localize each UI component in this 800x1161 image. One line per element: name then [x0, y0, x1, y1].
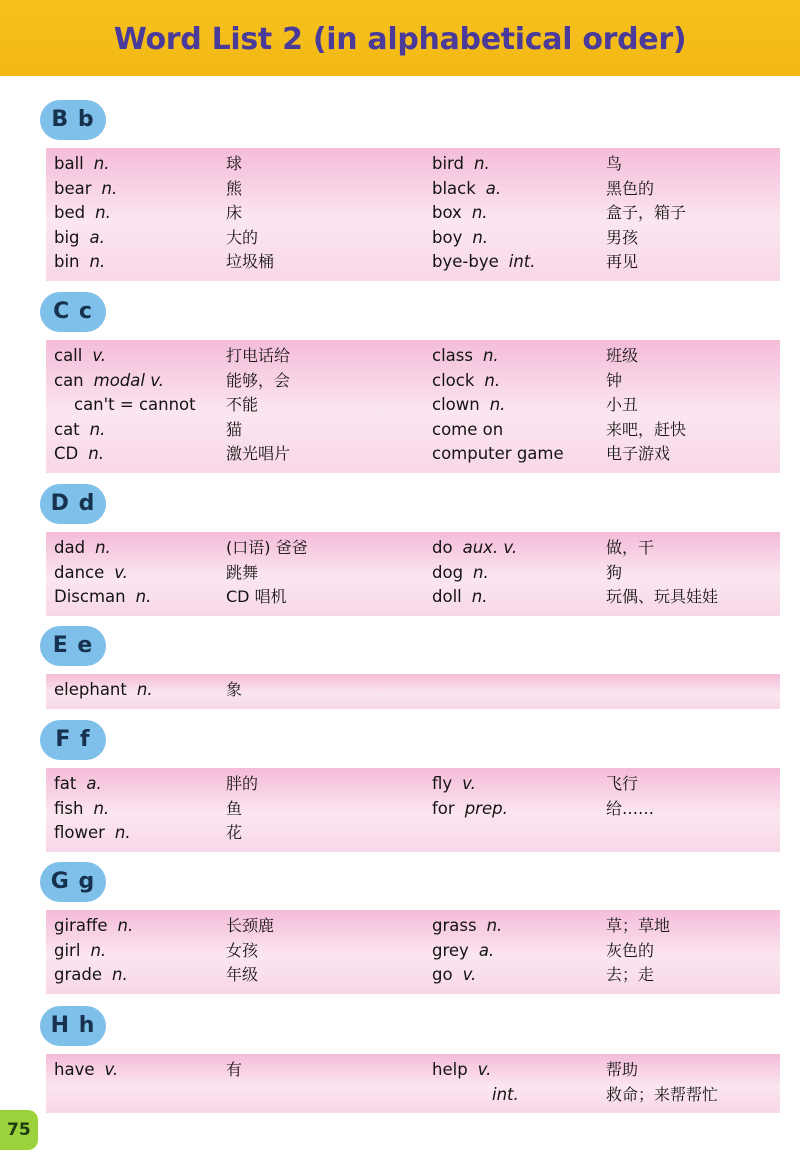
word-band — [46, 1054, 780, 1113]
part-of-speech: n. — [473, 562, 489, 582]
chinese-meaning: 小丑 — [606, 395, 639, 415]
word-text: elephant — [54, 680, 127, 699]
chinese-meaning: 床 — [226, 203, 243, 223]
chinese-meaning: 年级 — [226, 965, 259, 985]
part-of-speech: n. — [472, 227, 489, 247]
part-of-speech: n. — [135, 587, 152, 607]
chinese-meaning: 救命；来帮帮忙 — [606, 1084, 719, 1104]
english-word — [54, 344, 106, 368]
word-text: dad — [54, 538, 86, 557]
chinese-meaning: 黑色的 — [606, 178, 655, 198]
word-text: can't = cannot — [74, 395, 196, 415]
english-word — [482, 1083, 519, 1107]
english-word — [54, 250, 105, 274]
english-word — [432, 536, 517, 560]
chinese-meaning: 打电话给 — [226, 346, 291, 365]
chinese-meaning: 飞行 — [606, 774, 639, 793]
word-band — [46, 532, 780, 616]
english-word — [432, 585, 487, 609]
page-number-tab — [0, 1110, 38, 1150]
english-word — [54, 369, 164, 393]
english-word — [54, 821, 131, 845]
chinese-meaning: 猫 — [226, 419, 243, 439]
english-word — [432, 561, 489, 585]
chinese-meaning: 班级 — [606, 346, 639, 365]
english-word — [432, 939, 494, 963]
word-text: class — [432, 346, 473, 365]
letter-badge: D d — [40, 484, 106, 524]
chinese-meaning: 钟 — [606, 370, 623, 390]
word-text: Discman — [54, 587, 126, 607]
english-word — [54, 152, 109, 176]
word-text: call — [54, 346, 83, 365]
part-of-speech: v. — [104, 1060, 119, 1079]
part-of-speech: n. — [89, 252, 106, 272]
word-text: have — [54, 1060, 95, 1079]
english-word — [432, 772, 476, 796]
word-band — [46, 768, 780, 852]
word-text: for — [432, 798, 455, 818]
word-text: giraffe — [54, 916, 108, 935]
english-word — [432, 442, 564, 466]
word-text: come on — [432, 419, 504, 439]
chinese-meaning: 再见 — [606, 252, 639, 272]
word-text: boy — [432, 227, 463, 247]
english-word — [432, 177, 501, 201]
part-of-speech: n. — [95, 538, 111, 557]
letter-badge: H h — [40, 1006, 106, 1046]
chinese-meaning: 有 — [226, 1060, 243, 1079]
part-of-speech: n. — [474, 154, 490, 173]
english-word — [54, 939, 106, 963]
chinese-meaning: 能够，会 — [226, 370, 291, 390]
english-word — [54, 201, 111, 225]
part-of-speech: int. — [508, 252, 536, 272]
part-of-speech: modal v. — [93, 370, 164, 390]
part-of-speech: n. — [484, 370, 501, 390]
chinese-meaning: 灰色的 — [606, 940, 655, 960]
word-text: computer game — [432, 444, 564, 464]
letter-badge: B b — [40, 100, 106, 140]
english-word — [432, 797, 508, 821]
word-text: CD — [54, 444, 79, 464]
word-text: dog — [432, 562, 464, 582]
part-of-speech: n. — [93, 798, 110, 818]
word-text: doll — [432, 587, 462, 607]
chinese-meaning: 长颈鹿 — [226, 916, 275, 935]
chinese-meaning: 胖的 — [226, 774, 259, 793]
word-text: black — [432, 178, 476, 198]
chinese-meaning: 电子游戏 — [606, 444, 671, 464]
chinese-meaning: 鱼 — [226, 798, 243, 818]
part-of-speech: n. — [136, 680, 153, 699]
letter-badge: G g — [40, 862, 106, 902]
chinese-meaning: 熊 — [226, 178, 243, 198]
word-text: grade — [54, 965, 102, 985]
english-word — [432, 201, 488, 225]
word-text: do — [432, 538, 453, 557]
part-of-speech: a. — [89, 227, 105, 247]
word-text: fat — [54, 774, 77, 793]
part-of-speech: n. — [471, 203, 488, 223]
english-word — [432, 226, 488, 250]
english-word — [432, 250, 536, 274]
word-text: clock — [432, 370, 475, 390]
chinese-meaning: 球 — [226, 154, 243, 173]
english-word — [54, 442, 104, 466]
english-word — [54, 1058, 118, 1082]
part-of-speech: n. — [482, 346, 499, 365]
word-text: flower — [54, 823, 105, 843]
part-of-speech: a. — [485, 178, 502, 198]
word-text: can — [54, 370, 84, 390]
part-of-speech: n. — [114, 823, 131, 843]
part-of-speech: n. — [101, 178, 118, 198]
part-of-speech: n. — [93, 154, 110, 173]
word-text: fish — [54, 798, 84, 818]
part-of-speech: v. — [114, 562, 128, 582]
word-text: box — [432, 203, 462, 223]
part-of-speech: n. — [88, 444, 104, 464]
part-of-speech: n. — [95, 203, 111, 223]
chinese-meaning: 去；走 — [606, 965, 655, 985]
word-text: clown — [432, 395, 480, 415]
chinese-meaning: 象 — [226, 680, 243, 699]
chinese-meaning: 女孩 — [226, 940, 259, 960]
part-of-speech: n. — [471, 587, 488, 607]
part-of-speech: n. — [112, 965, 128, 985]
chinese-meaning: 盒子，箱子 — [606, 203, 687, 223]
word-text: fly — [432, 774, 453, 793]
page-number: 75 — [7, 1120, 31, 1140]
letter-badge: F f — [40, 720, 106, 760]
chinese-meaning: (口语) 爸爸 — [226, 538, 308, 557]
word-text: big — [54, 227, 80, 247]
word-text: grey — [432, 940, 469, 960]
word-text: grass — [432, 916, 477, 935]
english-word — [74, 393, 196, 417]
part-of-speech: a. — [86, 774, 102, 793]
english-word — [54, 914, 133, 938]
title-banner — [0, 0, 800, 76]
english-word — [54, 678, 153, 702]
english-word — [54, 226, 105, 250]
english-word — [54, 772, 102, 796]
english-word — [432, 914, 502, 938]
english-word — [432, 418, 503, 442]
chinese-meaning: 草；草地 — [606, 916, 671, 935]
part-of-speech: n. — [117, 916, 134, 935]
part-of-speech: a. — [478, 940, 495, 960]
word-text: go — [432, 965, 453, 985]
chinese-meaning: 花 — [226, 823, 243, 843]
letter-badge: E e — [40, 626, 106, 666]
english-word — [54, 963, 128, 987]
word-band — [46, 674, 780, 709]
chinese-meaning: 跳舞 — [226, 562, 259, 582]
word-text: dance — [54, 562, 105, 582]
chinese-meaning: CD 唱机 — [226, 587, 287, 607]
chinese-meaning: 大的 — [226, 227, 259, 247]
english-word — [54, 561, 128, 585]
word-text: girl — [54, 940, 81, 960]
chinese-meaning: 不能 — [226, 395, 259, 415]
chinese-meaning: 给…… — [606, 798, 655, 818]
chinese-meaning: 激光唱片 — [226, 444, 291, 464]
part-of-speech: n. — [486, 916, 503, 935]
english-word — [54, 418, 105, 442]
page-title: Word List 2 (in alphabetical order) — [113, 22, 687, 57]
part-of-speech: n. — [89, 419, 106, 439]
english-word — [432, 1058, 491, 1082]
english-word — [432, 344, 499, 368]
word-text: cat — [54, 419, 80, 439]
english-word — [54, 585, 151, 609]
part-of-speech: n. — [489, 395, 506, 415]
english-word — [432, 369, 500, 393]
chinese-meaning: 狗 — [606, 562, 623, 582]
word-text: bear — [54, 178, 92, 198]
chinese-meaning: 男孩 — [606, 227, 639, 247]
word-text: bye-bye — [432, 252, 499, 272]
part-of-speech: v. — [462, 965, 477, 985]
part-of-speech: v. — [92, 346, 107, 365]
chinese-meaning: 来吧，赶快 — [606, 419, 687, 439]
part-of-speech: v. — [462, 774, 476, 793]
chinese-meaning: 垃圾桶 — [226, 252, 275, 272]
part-of-speech: n. — [90, 940, 107, 960]
chinese-meaning: 鸟 — [606, 154, 623, 173]
word-band — [46, 148, 780, 281]
word-text: bed — [54, 203, 86, 223]
english-word — [432, 963, 476, 987]
part-of-speech: int. — [492, 1084, 519, 1104]
letter-badge: C c — [40, 292, 106, 332]
word-band — [46, 340, 780, 473]
word-band — [46, 910, 780, 994]
part-of-speech: prep. — [464, 798, 508, 818]
english-word — [54, 177, 117, 201]
part-of-speech: v. — [477, 1060, 492, 1079]
chinese-meaning: 帮助 — [606, 1060, 639, 1079]
english-word — [432, 152, 490, 176]
english-word — [54, 536, 111, 560]
english-word — [432, 393, 505, 417]
word-text: ball — [54, 154, 84, 173]
english-word — [54, 797, 109, 821]
word-text: bird — [432, 154, 465, 173]
word-text: help — [432, 1060, 468, 1079]
word-text: bin — [54, 252, 80, 272]
chinese-meaning: 玩偶、玩具娃娃 — [606, 587, 719, 607]
chinese-meaning: 做，干 — [606, 538, 655, 557]
part-of-speech: aux. v. — [462, 538, 518, 557]
